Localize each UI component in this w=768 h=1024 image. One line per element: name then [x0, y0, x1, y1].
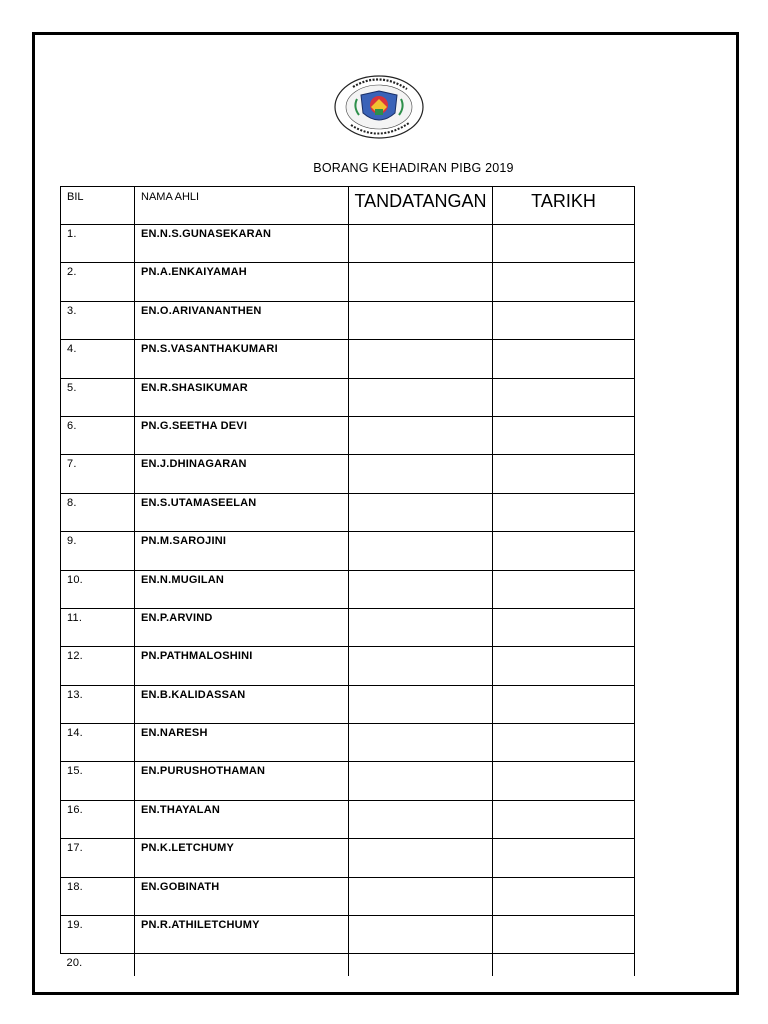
date-cell[interactable] [493, 877, 635, 915]
row-number: 2. [67, 266, 77, 279]
cell-bil [61, 647, 135, 685]
attendance-table [60, 186, 635, 976]
date-cell[interactable] [493, 378, 635, 416]
form-title: BORANG KEHADIRAN PIBG 2019 [313, 161, 514, 175]
cell-nama [135, 493, 349, 531]
cell-nama [135, 800, 349, 838]
cell-bil [61, 340, 135, 378]
signature-cell[interactable] [349, 378, 493, 416]
row-number: 7. [67, 458, 77, 471]
header-tandatangan-label: TANDATANGAN [354, 191, 487, 211]
member-name: EN.R.SHASIKUMAR [141, 381, 248, 394]
signature-cell[interactable] [349, 877, 493, 915]
signature-cell[interactable] [349, 724, 493, 762]
cell-bil [61, 378, 135, 416]
cell-bil [61, 608, 135, 646]
date-cell[interactable] [493, 954, 635, 976]
member-name: EN.O.ARIVANANTHEN [141, 304, 262, 317]
date-cell[interactable] [493, 762, 635, 800]
cell-bil [61, 724, 135, 762]
signature-cell[interactable] [349, 916, 493, 954]
signature-cell[interactable] [349, 685, 493, 723]
member-name: EN.NARESH [141, 727, 208, 740]
signature-cell[interactable] [349, 493, 493, 531]
member-name [135, 954, 348, 957]
cell-nama [135, 455, 349, 493]
header-nama-label: NAMA AHLI [141, 191, 200, 203]
table-header-row [61, 187, 635, 225]
signature-cell[interactable] [349, 954, 493, 976]
signature-cell[interactable] [349, 263, 493, 301]
signature-cell[interactable] [349, 455, 493, 493]
cell-nama [135, 954, 349, 976]
member-name: PN.G.SEETHA DEVI [141, 419, 248, 432]
member-name: PN.S.VASANTHAKUMARI [141, 343, 278, 356]
table-row [61, 416, 635, 454]
cell-nama [135, 839, 349, 877]
row-number: 14. [67, 727, 83, 740]
header-tarikh-label: TARIKH [531, 191, 596, 211]
cell-nama [135, 301, 349, 339]
member-name: EN.N.MUGILAN [141, 573, 225, 586]
header-tandatangan [349, 187, 493, 225]
signature-cell[interactable] [349, 839, 493, 877]
row-number: 12. [67, 650, 83, 663]
cell-nama [135, 263, 349, 301]
member-name: PN.K.LETCHUMY [141, 842, 235, 855]
date-cell[interactable] [493, 416, 635, 454]
table-row [61, 724, 635, 762]
cell-bil [61, 225, 135, 263]
cell-bil [61, 762, 135, 800]
cell-bil [61, 800, 135, 838]
member-name: EN.N.S.GUNASEKARAN [141, 228, 272, 240]
cell-nama [135, 877, 349, 915]
member-name: EN.J.DHINAGARAN [141, 458, 247, 471]
member-name: EN.P.ARVIND [141, 611, 213, 624]
table-body [61, 225, 635, 976]
table-row [61, 301, 635, 339]
cell-bil [61, 685, 135, 723]
cell-bil [61, 916, 135, 954]
table-row [61, 762, 635, 800]
cell-bil [61, 954, 135, 976]
document-page [32, 32, 739, 995]
date-cell[interactable] [493, 340, 635, 378]
date-cell[interactable] [493, 608, 635, 646]
signature-cell[interactable] [349, 762, 493, 800]
member-name: PN.PATHMALOSHINI [141, 650, 253, 663]
signature-cell[interactable] [349, 301, 493, 339]
row-number: 6. [67, 419, 77, 432]
member-name: PN.M.SAROJINI [141, 535, 227, 548]
date-cell[interactable] [493, 455, 635, 493]
table-row [61, 800, 635, 838]
date-cell[interactable] [493, 647, 635, 685]
table-row [61, 877, 635, 915]
table-row [61, 225, 635, 263]
date-cell[interactable] [493, 800, 635, 838]
row-number: 1. [67, 228, 77, 240]
date-cell[interactable] [493, 839, 635, 877]
row-number: 8. [67, 496, 77, 509]
date-cell[interactable] [493, 685, 635, 723]
signature-cell[interactable] [349, 340, 493, 378]
cell-nama [135, 570, 349, 608]
row-number: 16. [67, 803, 83, 816]
cell-bil [61, 839, 135, 877]
signature-cell[interactable] [349, 532, 493, 570]
header-bil-label: BIL [67, 191, 84, 203]
header-bil [61, 187, 135, 225]
school-crest-icon [331, 73, 427, 141]
signature-cell[interactable] [349, 225, 493, 263]
table-row [61, 647, 635, 685]
table-row [61, 608, 635, 646]
cell-bil [61, 493, 135, 531]
date-cell[interactable] [493, 301, 635, 339]
member-name: EN.B.KALIDASSAN [141, 688, 246, 701]
table-row [61, 340, 635, 378]
cell-bil [61, 532, 135, 570]
table-row [61, 839, 635, 877]
cell-bil [61, 570, 135, 608]
signature-cell[interactable] [349, 800, 493, 838]
cell-nama [135, 378, 349, 416]
cell-nama [135, 416, 349, 454]
date-cell[interactable] [493, 263, 635, 301]
table-row [61, 954, 635, 976]
cell-nama [135, 916, 349, 954]
row-number: 5. [67, 381, 77, 394]
cell-bil [61, 301, 135, 339]
row-number: 10. [67, 573, 83, 586]
header-nama [135, 187, 349, 225]
date-cell[interactable] [493, 724, 635, 762]
row-number: 20. [66, 957, 83, 970]
member-name: EN.S.UTAMASEELAN [141, 496, 257, 509]
cell-bil [61, 416, 135, 454]
row-number: 19. [67, 919, 83, 932]
cell-nama [135, 225, 349, 263]
cell-bil [61, 455, 135, 493]
cell-nama [135, 340, 349, 378]
member-name: PN.A.ENKAIYAMAH [141, 266, 247, 279]
row-number: 4. [67, 343, 77, 356]
date-cell[interactable] [493, 570, 635, 608]
table-row [61, 455, 635, 493]
row-number: 11. [67, 611, 83, 624]
table-row [61, 570, 635, 608]
member-name: EN.PURUSHOTHAMAN [141, 765, 266, 778]
cell-nama [135, 647, 349, 685]
signature-cell[interactable] [349, 416, 493, 454]
table-row [61, 916, 635, 954]
cell-bil [61, 263, 135, 301]
member-name: PN.R.ATHILETCHUMY [141, 919, 260, 932]
member-name: EN.THAYALAN [141, 803, 221, 816]
row-number: 15. [67, 765, 83, 778]
table-row [61, 685, 635, 723]
date-cell[interactable] [493, 225, 635, 263]
table-row [61, 378, 635, 416]
table-row [61, 263, 635, 301]
cell-nama [135, 608, 349, 646]
header-tarikh [493, 187, 635, 225]
signature-cell[interactable] [349, 647, 493, 685]
row-number: 3. [67, 304, 77, 317]
cell-nama [135, 724, 349, 762]
table-row [61, 532, 635, 570]
row-number: 17. [67, 842, 83, 855]
member-name: EN.GOBINATH [141, 880, 220, 893]
row-number: 13. [67, 688, 83, 701]
signature-cell[interactable] [349, 570, 493, 608]
date-cell[interactable] [493, 916, 635, 954]
date-cell[interactable] [493, 493, 635, 531]
cell-nama [135, 532, 349, 570]
signature-cell[interactable] [349, 608, 493, 646]
cell-bil [61, 877, 135, 915]
date-cell[interactable] [493, 532, 635, 570]
cell-nama [135, 762, 349, 800]
cell-nama [135, 685, 349, 723]
row-number: 9. [67, 535, 77, 548]
row-number: 18. [67, 880, 83, 893]
table-row [61, 493, 635, 531]
